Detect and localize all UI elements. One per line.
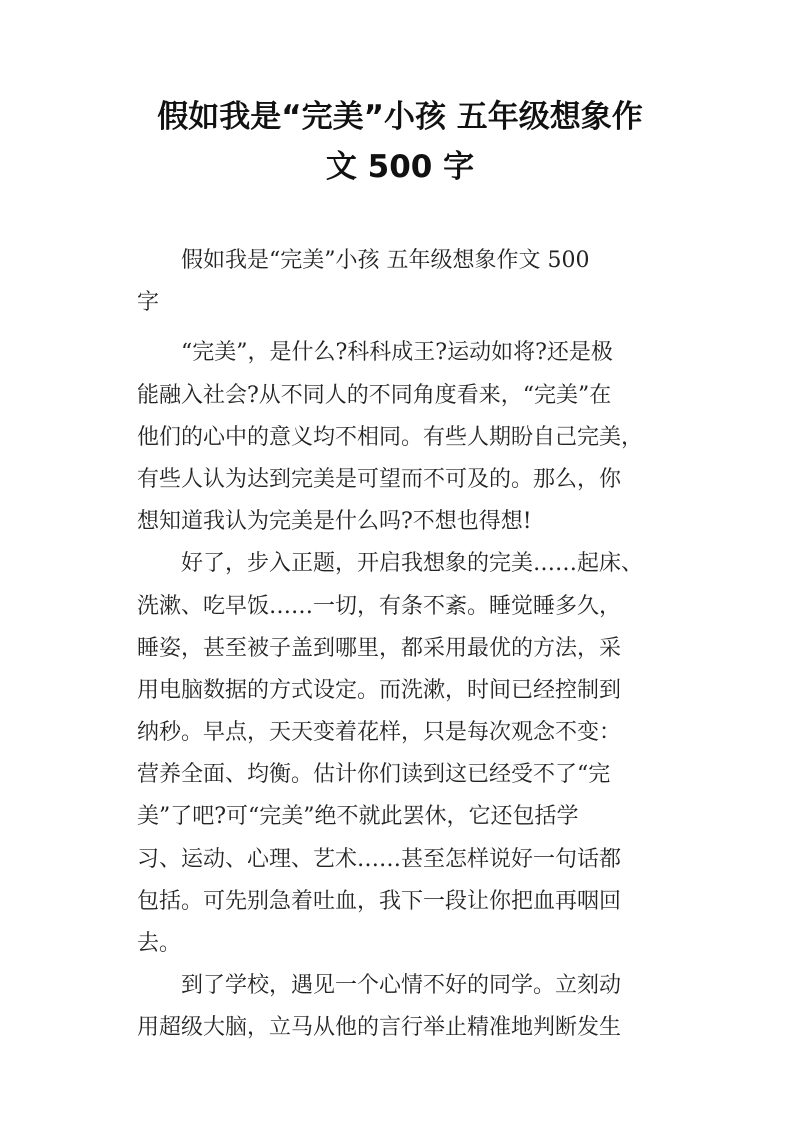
paragraph-2-line-5: 纳秒。早点，天天变着花样，只是每次观念不变： <box>137 720 622 746</box>
title-line-2: 文 500 字 <box>325 149 475 185</box>
paragraph-1-line-4: 有些人认为达到完美是可望而不可及的。那么，你 <box>137 466 622 492</box>
paragraph-3-line-1: 到了学校，遇见一个心情不好的同学。立刻动 <box>181 973 622 999</box>
heading-repeat-line-2: 字 <box>137 290 160 316</box>
document-title <box>100 92 700 192</box>
paragraph-3-line-2: 用超级大脑，立马从他的言行举止精准地判断发生 <box>137 1015 622 1041</box>
document-body <box>137 240 677 1050</box>
paragraph-2-line-8: 习、运动、心理、艺术……甚至怎样说好一句话都 <box>137 846 622 872</box>
paragraph-2-line-7: 美”了吧?可“完美”绝不就此罢休，它还包括学 <box>137 804 579 830</box>
paragraph-2-line-9: 包括。可先别急着吐血，我下一段让你把血再咽回 <box>137 888 622 914</box>
paragraph-1-line-1: “完美”，是什么?科科成王?运动如将?还是极 <box>181 340 613 366</box>
paragraph-2-line-1: 好了，步入正题，开启我想象的完美……起床、 <box>181 551 644 577</box>
paragraph-2-line-4: 用电脑数据的方式设定。而洗漱，时间已经控制到 <box>137 677 622 703</box>
paragraph-2-line-10: 去。 <box>137 931 182 956</box>
heading-repeat-line-1: 假如我是“完美”小孩 五年级想象作文 500 <box>181 248 590 273</box>
paragraph-2-line-2: 洗漱、吃早饭……一切，有条不紊。睡觉睡多久， <box>137 593 622 619</box>
paragraph-1-line-3: 他们的心中的意义均不相同。有些人期盼自己完美， <box>137 424 644 450</box>
paragraph-2-line-6: 营养全面、均衡。估计你们读到这已经受不了“完 <box>137 762 611 788</box>
paragraph-1-line-5: 想知道我认为完美是什么吗?不想也得想! <box>137 509 532 535</box>
paragraph-1-line-2: 能融入社会?从不同人的不同角度看来，“完美”在 <box>137 382 612 408</box>
paragraph-2-line-3: 睡姿，甚至被子盖到哪里，都采用最优的方法，采 <box>137 635 622 661</box>
title-line-1: 假如我是“完美”小孩 五年级想象作 <box>157 99 643 135</box>
